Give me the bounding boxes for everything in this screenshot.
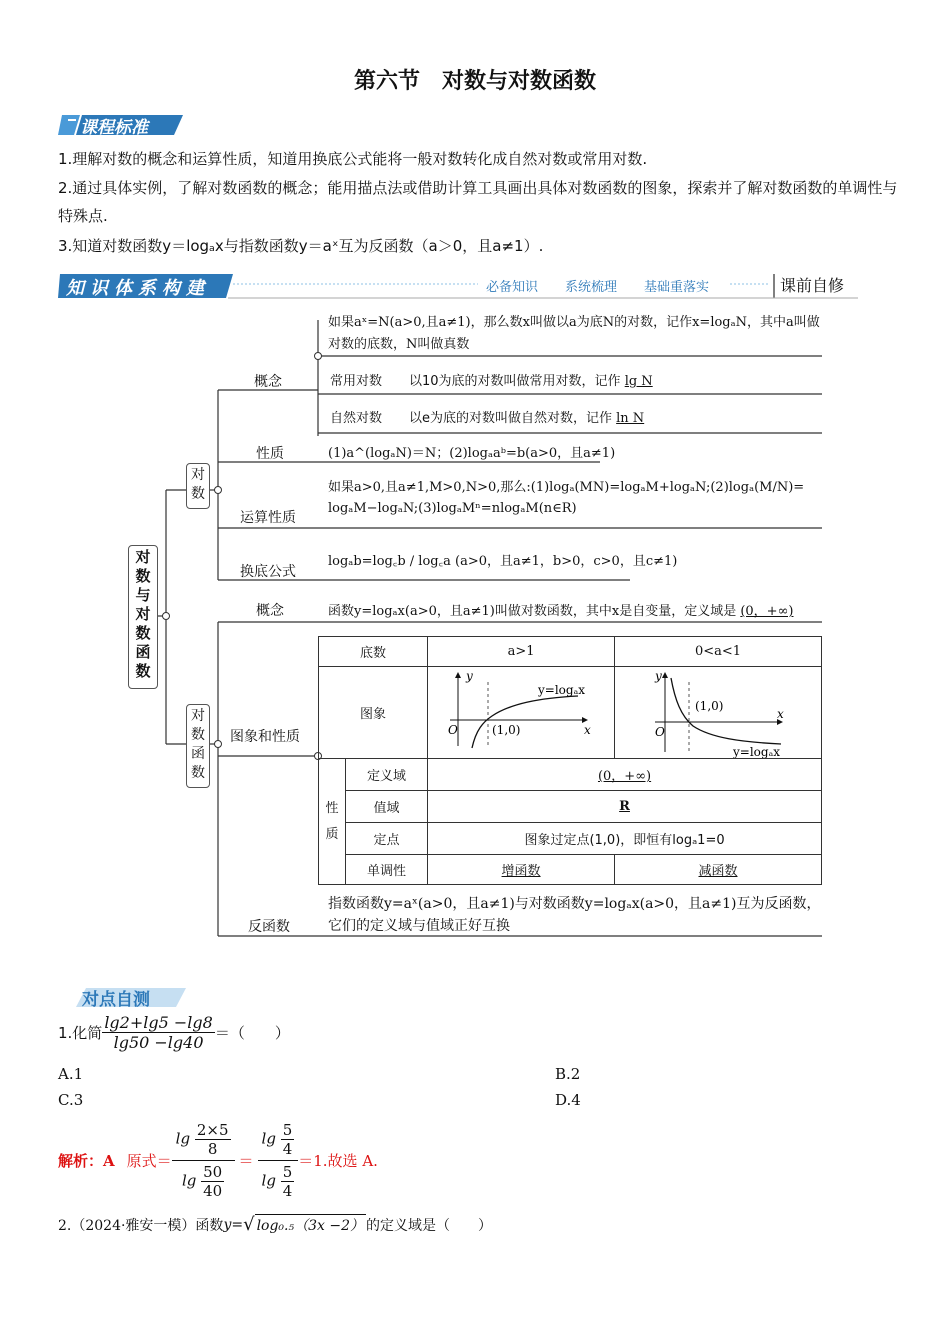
page-title: 第六节 对数与对数函数 <box>353 69 596 94</box>
knowledge-system-label: 知识体系构建 <box>66 278 210 299</box>
tag-2: 系统梳理 <box>565 280 618 295</box>
a1-f1-num-top: 2×5 <box>196 1120 229 1139</box>
axis-y-label-2: y <box>655 668 662 683</box>
graph-increasing-svg <box>428 668 612 758</box>
axis-x-label: x <box>584 722 591 737</box>
radical-icon: √ <box>243 1214 255 1235</box>
log-definition: 如果aˣ=N(a>0,且a≠1)，那么数x叫做以a为底N的对数，记作x=logₐN，其中a叫做对数的底数，N叫做真数 <box>328 315 820 352</box>
natural-log-desc: 以e为底的对数叫做自然对数，记作 <box>409 411 612 426</box>
inverse-text-2: 它们的定义域与值域正好互换 <box>328 918 510 934</box>
origin-label-2: O <box>655 724 665 739</box>
point-label: (1,0) <box>492 722 521 737</box>
operation-text-1: 如果a>0,且a≠1,M>0,N>0,那么:(1)logₐ(MN)=logₐM+logₐN;(2)logₐ(M/N)= <box>328 480 805 495</box>
natural-log-text <box>409 407 644 426</box>
inverse-text-1: 指数函数y=aˣ(a>0，且a≠1)与对数函数y=logₐx(a>0，且a≠1)互为反函数， <box>328 896 821 912</box>
row-monotonic-label: 单调性 <box>345 855 427 885</box>
answer-1-equals: ＝ <box>238 1151 254 1170</box>
branch-log-function-label: 对数函数 <box>191 708 205 781</box>
q1-fraction <box>102 1013 215 1052</box>
node-operation: 运算性质 <box>240 510 296 526</box>
node-change-base: 换底公式 <box>240 564 296 580</box>
q2-prefix: 2.（2024·雅安一模）函数 <box>58 1217 224 1234</box>
branch-logarithm-label: 对数 <box>191 467 205 502</box>
operation-text-2: logₐM−logₐN;(3)logₐMⁿ=nlogₐM(n∈R) <box>328 501 577 516</box>
q1-suffix: ＝（ ） <box>214 1024 290 1042</box>
a1-f2-denominator <box>258 1161 299 1202</box>
a1-f1-numerator <box>172 1119 235 1161</box>
common-log-answer: lg N <box>624 374 653 389</box>
q1-option-d[interactable]: D.4 <box>555 1091 581 1109</box>
natural-log-label: 自然对数 <box>330 411 383 426</box>
node-property: 性质 <box>256 446 284 462</box>
a1-f2-numerator <box>258 1119 299 1161</box>
branch-logarithm <box>186 463 210 509</box>
tag-3: 基础重落实 <box>644 280 710 295</box>
q1-numerator: lg2+lg5 −lg8 <box>104 1013 213 1032</box>
answer-1 <box>58 1112 378 1208</box>
q1-option-a[interactable]: A.1 <box>58 1065 84 1083</box>
a1-f1-denominator <box>172 1161 235 1202</box>
course-standard-banner <box>58 112 183 138</box>
common-log-label: 常用对数 <box>330 374 383 389</box>
standard-item-3: 3.知道对数函数y＝logₐx与指数函数y＝aˣ互为反函数（a＞0，且a≠1）. <box>58 237 544 255</box>
a1-f1-den-bot: 40 <box>203 1181 223 1200</box>
q1-denominator: lg50 −lg40 <box>113 1033 204 1052</box>
node-graph-property: 图象和性质 <box>230 729 300 745</box>
lg-text: lg <box>175 1129 191 1147</box>
answer-1-end: ＝1.故选 A. <box>298 1151 378 1170</box>
graph-decreasing-svg <box>615 668 819 758</box>
axis-x-label-2: x <box>777 706 784 721</box>
root-label: 对数与对数函数 <box>135 548 151 680</box>
node-inverse: 反函数 <box>248 919 290 935</box>
answer-1-label: 解析：A <box>58 1151 115 1170</box>
question-2 <box>58 1214 492 1235</box>
point-label-2: (1,0) <box>695 698 724 713</box>
graph-decreasing <box>615 667 822 759</box>
change-base-text: logₐb=log꜀b / log꜀a (a>0，且a≠1，b>0，c>0，且c≠1) <box>328 554 678 569</box>
a1-f2-num-top: 5 <box>282 1120 293 1139</box>
q1-prefix: 1.化简 <box>58 1024 103 1042</box>
branch-log-function <box>186 704 210 788</box>
course-standard-label: 课程标准 <box>80 118 148 138</box>
table-header-base: 底数 <box>319 637 428 667</box>
q2-y: y= <box>223 1216 244 1233</box>
a1-f2-num-bot: 4 <box>282 1139 293 1158</box>
q2-radicand: log₀.₅（3x −2） <box>255 1214 366 1235</box>
row-domain-label: 定义域 <box>345 759 427 791</box>
curve-label-1: y=logₐx <box>538 682 586 697</box>
function-domain-answer: (0，+∞) <box>740 604 794 619</box>
a1-f2-den-bot: 4 <box>282 1181 293 1200</box>
q1-option-c[interactable]: C.3 <box>58 1091 84 1109</box>
axis-y-label: y <box>466 668 473 683</box>
property-text: (1)a^(logₐN)＝N；(2)logₐaᵇ=b(a>0，且a≠1) <box>328 446 616 461</box>
lg-text: lg <box>261 1171 276 1189</box>
answer-1-fraction-2 <box>258 1119 299 1202</box>
function-concept-text <box>328 600 793 619</box>
row-domain-value: (0，+∞) <box>428 759 822 791</box>
row-range-label: 值域 <box>345 791 427 823</box>
property-group-label <box>319 759 346 885</box>
answer-1-fraction-1 <box>172 1119 235 1202</box>
lg-text: lg <box>261 1129 276 1147</box>
property-group-text: 性质 <box>325 800 339 842</box>
common-log-text <box>409 370 653 389</box>
node-concept: 概念 <box>254 374 282 390</box>
table-graph-label: 图象 <box>319 667 428 759</box>
row-range-value: R <box>428 791 822 823</box>
graph-increasing <box>428 667 615 759</box>
row-monotonic-decreasing: 减函数 <box>615 855 822 885</box>
lg-text: lg <box>181 1171 197 1189</box>
table-header-a-gt-1: a>1 <box>428 637 615 667</box>
side-label: 课前自修 <box>780 276 845 295</box>
a1-f1-num-bot: 8 <box>207 1139 218 1158</box>
q1-option-b[interactable]: B.2 <box>555 1065 581 1083</box>
origin-label: O <box>448 722 458 737</box>
common-log-desc: 以10为底的对数叫做常用对数，记作 <box>409 374 621 389</box>
function-concept-desc: 函数y=logₐx(a>0，且a≠1)叫做对数函数，其中x是自变量，定义域是 <box>328 604 737 619</box>
log-function-table <box>318 636 822 885</box>
knowledge-system-banner <box>58 272 858 300</box>
row-monotonic-increasing: 增函数 <box>428 855 615 885</box>
row-fixed-point-label: 定点 <box>345 823 427 855</box>
natural-log-answer: ln N <box>616 411 645 426</box>
tag-1: 必备知识 <box>486 280 539 295</box>
a1-f1-den-top: 50 <box>203 1162 223 1181</box>
answer-1-intro: 原式＝ <box>126 1151 172 1170</box>
a1-f2-den-top: 5 <box>282 1162 293 1181</box>
self-test-banner <box>76 985 186 1009</box>
table-header-a-lt-1: 0<a<1 <box>615 637 822 667</box>
row-fixed-point-value: 图象过定点(1,0)，即恒有logₐ1=0 <box>428 823 822 855</box>
self-test-label: 对点自测 <box>82 990 150 1010</box>
node-function-concept: 概念 <box>256 603 284 619</box>
q2-suffix: 的定义域是（ ） <box>366 1217 492 1234</box>
standard-item-1: 1.理解对数的概念和运算性质，知道用换底公式能将一般对数转化成自然对数或常用对数. <box>58 150 648 168</box>
curve-label-2: y=logₐx <box>733 744 781 758</box>
question-1 <box>58 1013 290 1052</box>
root-node <box>128 545 158 689</box>
standard-item-2: 2.通过具体实例，了解对数函数的概念；能用描点法或借助计算工具画出具体对数函数的图象，探索并了解对数函数的单调性与特殊点. <box>58 179 898 225</box>
